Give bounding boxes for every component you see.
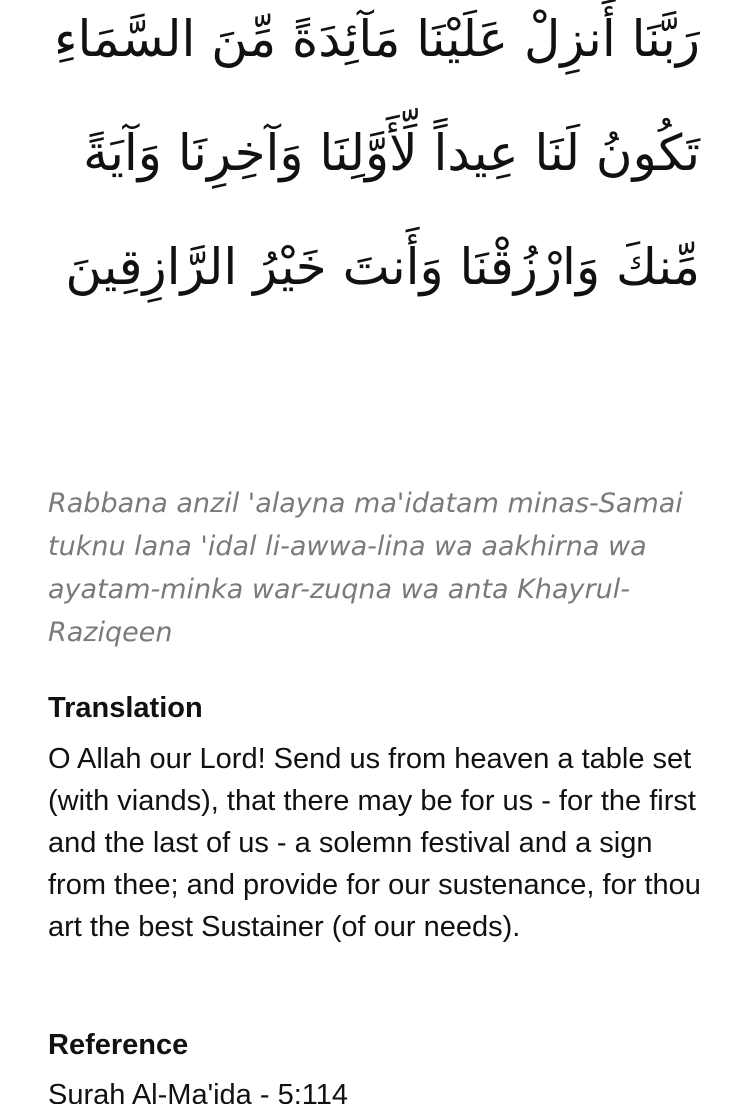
translation-heading: Translation [48,692,203,724]
transliteration-text: Rabbana anzil 'alayna ma'idatam minas-Samai tuknu lana 'idal li-awwa-lina wa aakhirna wa ayatam-minka war-zuqna wa anta Khayrul-Raziqeen [48,488,683,648]
reference-text: Surah Al-Ma'ida - 5:114 [48,1079,348,1104]
translation-text: O Allah our Lord! Send us from heaven a table set (with viands), that there may be for us - for the first and the last of us - a solemn festival and a sign from thee; and provide for our sustenance, for thou art the best Sustainer (of our needs). [48,743,701,943]
reference-heading: Reference [48,1029,189,1061]
arabic-text: رَبَّنَا أَنزِلْ عَلَيْنَا مَآئِدَةً مِّنَ السَّمَاءِ تَكُونُ لَنَا عِيداً لِّأَوَّلِنَا وَآخِرِنَا وَآيَةً مِّنكَ وَارْزُقْنَا وَأَنتَ خَيْرُ الرَّازِقِينَ [54,10,700,296]
